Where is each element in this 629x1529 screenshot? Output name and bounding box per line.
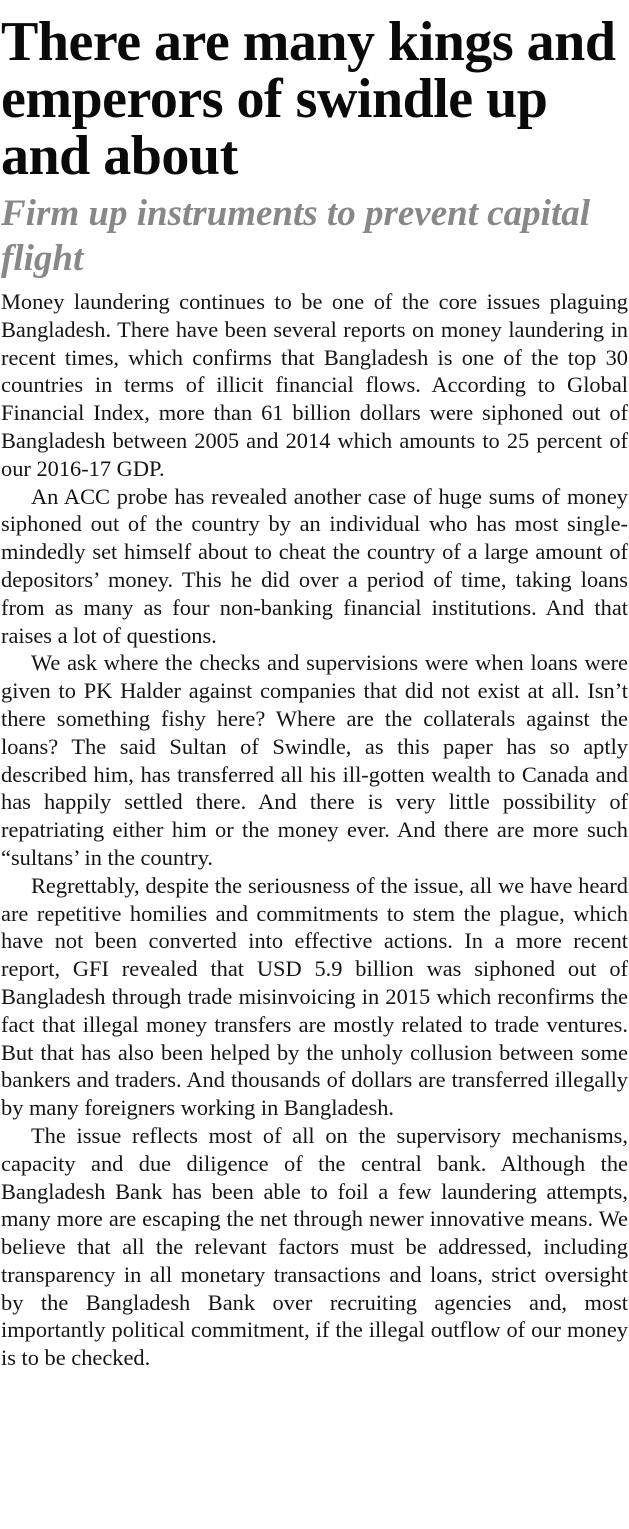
article-body [1,288,628,1372]
body-paragraph: An ACC probe has revealed another case of huge sums of money siphoned out of the country by an individual who has most single-mindedly set himself about to cheat the country of a large amount of depositors’ money. This he did over a period of time, taking loans from as many as four non-banking financial institutions. And that raises a lot of questions. [1,483,628,648]
body-paragraph: We ask where the checks and supervisions were when loans were given to PK Halder against companies that did not exist at all. Isn’t there something fishy here? Where are the collaterals against the loans? The said Sultan of Swindle, as this paper has so aptly described him, has transferred all his ill-gotten wealth to Canada and has happily settled there. And there is very little possibility of repatriating either him or the money ever. And there are more such “sultans’ in the country. [1,650,628,870]
body-paragraph: Regrettably, despite the seriousness of the issue, all we have heard are repetitive homilies and commitments to stem the plague, which have not been converted into effective actions. In a more recent report, GFI revealed that USD 5.9 billion was siphoned out of Bangladesh through trade misinvoicing in 2015 which reconfirms the fact that illegal money transfers are mostly related to trade ventures. But that has also been helped by the unholy collusion between some bankers and traders. And thousands of dollars are transferred illegally by many foreigners working in Bangladesh. [1,872,628,1121]
body-paragraph: Money laundering continues to be one of the core issues plaguing Bangladesh. There have been several reports on money laundering in recent times, which confirms that Bangladesh is one of the top 30 countries in terms of illicit financial flows. According to Global Financial Index, more than 61 billion dollars were siphoned out of Bangladesh between 2005 and 2014 which amounts to 25 percent of our 2016-17 GDP. [1,289,628,481]
headline: There are many kings and emperors of swindle up and about [1,11,616,187]
body-paragraph: The issue reflects most of all on the supervisory mechanisms, capacity and due diligence of the central bank. Although the Bangladesh Bank has been able to foil a few laundering attempts, many more are escaping the net through newer innovative means. We believe that all the relevant factors must be addressed, including transparency in all monetary transactions and loans, strict oversight by the Bangladesh Bank over recruiting agencies and, most importantly political commitment, if the illegal outflow of our money is to be checked. [1,1122,628,1371]
subheadline: Firm up instruments to prevent capital flight [1,193,591,279]
